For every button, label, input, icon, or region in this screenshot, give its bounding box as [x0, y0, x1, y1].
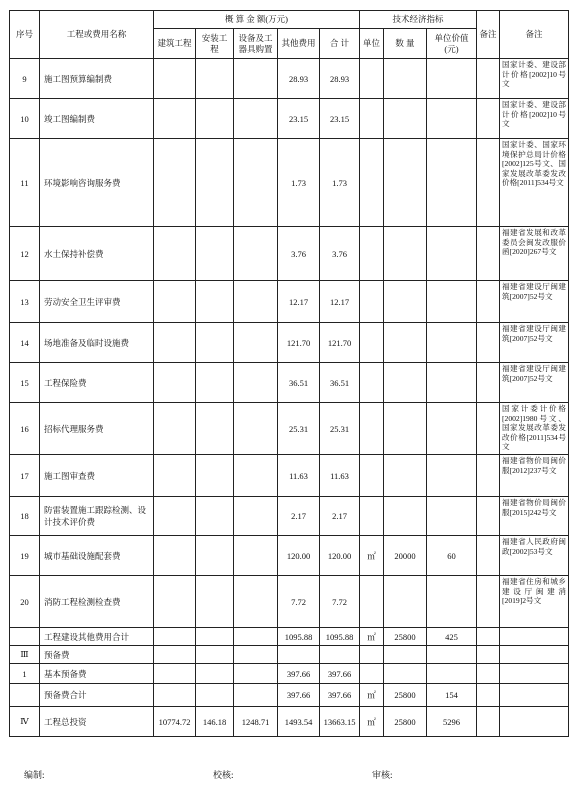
table-row [10, 646, 569, 664]
row-other-cost: 3.76 [278, 227, 320, 281]
row-remark1 [477, 684, 500, 707]
row-installation [196, 99, 234, 139]
row-remark1 [477, 59, 500, 99]
row-construction [154, 139, 196, 227]
row-equipment [234, 646, 278, 664]
row-other-cost: 2.17 [278, 497, 320, 536]
row-name: 预备费合计 [40, 684, 154, 707]
row-name: 施工图预算编制费 [40, 59, 154, 99]
row-equipment [234, 576, 278, 628]
row-unit-price [427, 59, 477, 99]
row-total: 397.66 [320, 664, 360, 684]
table-row [10, 536, 569, 576]
row-construction [154, 628, 196, 646]
row-construction [154, 99, 196, 139]
row-installation [196, 59, 234, 99]
header-installation: 安装工程 [196, 29, 234, 59]
row-seq: 9 [10, 59, 40, 99]
table-row [10, 455, 569, 497]
row-unit [360, 403, 384, 455]
row-seq: 19 [10, 536, 40, 576]
row-note [500, 664, 569, 684]
row-quantity [384, 281, 427, 323]
row-unit [360, 646, 384, 664]
row-note: 福建省物价局闽价服[2015]242号文 [500, 497, 569, 536]
row-seq: 1 [10, 664, 40, 684]
row-unit [360, 455, 384, 497]
row-quantity [384, 576, 427, 628]
row-unit-price [427, 497, 477, 536]
row-installation [196, 497, 234, 536]
row-other-cost: 1.73 [278, 139, 320, 227]
row-name: 预备费 [40, 646, 154, 664]
header-construction: 建筑工程 [154, 29, 196, 59]
row-quantity [384, 59, 427, 99]
row-note: 福建省人民政府闽政[2002]53号文 [500, 536, 569, 576]
row-name: 基本预备费 [40, 664, 154, 684]
table-row [10, 403, 569, 455]
row-other-cost: 12.17 [278, 281, 320, 323]
row-unit: ㎡ [360, 684, 384, 707]
prepared-by-label: 编制: [24, 770, 45, 780]
row-equipment [234, 497, 278, 536]
row-remark1 [477, 99, 500, 139]
row-unit [360, 497, 384, 536]
row-other-cost: 1493.54 [278, 707, 320, 737]
row-total: 3.76 [320, 227, 360, 281]
row-note: 福建省建设厅闽建筑[2007]52号文 [500, 281, 569, 323]
row-unit-price [427, 363, 477, 403]
row-construction [154, 323, 196, 363]
row-installation [196, 363, 234, 403]
row-quantity [384, 664, 427, 684]
row-note [500, 684, 569, 707]
table-row [10, 99, 569, 139]
header-estimate: 概 算 金 额(万元) [154, 11, 360, 29]
header-unit: 单位 [360, 29, 384, 59]
row-equipment [234, 664, 278, 684]
row-note [500, 646, 569, 664]
row-construction [154, 664, 196, 684]
header-other-cost: 其他费用 [278, 29, 320, 59]
row-unit-price [427, 139, 477, 227]
row-quantity: 20000 [384, 536, 427, 576]
row-note: 福建省发展和改革委员会闽发改服价函[2020]267号文 [500, 227, 569, 281]
row-name: 竣工图编制费 [40, 99, 154, 139]
row-unit-price [427, 281, 477, 323]
row-remark1 [477, 536, 500, 576]
row-note: 国家计委、国家环境保护总局计价格[2002]125号文、国家发展改革委发改价格[2011]534号文 [500, 139, 569, 227]
row-other-cost: 397.66 [278, 664, 320, 684]
row-remark1 [477, 646, 500, 664]
row-equipment [234, 59, 278, 99]
row-quantity [384, 455, 427, 497]
row-installation [196, 227, 234, 281]
row-construction [154, 684, 196, 707]
row-quantity: 25800 [384, 707, 427, 737]
row-unit: ㎡ [360, 628, 384, 646]
row-unit-price [427, 576, 477, 628]
row-equipment [234, 99, 278, 139]
row-unit-price [427, 99, 477, 139]
row-seq: 10 [10, 99, 40, 139]
row-quantity [384, 99, 427, 139]
row-other-cost: 36.51 [278, 363, 320, 403]
row-other-cost [278, 646, 320, 664]
row-other-cost: 28.93 [278, 59, 320, 99]
row-unit [360, 576, 384, 628]
row-unit: ㎡ [360, 536, 384, 576]
row-seq: 12 [10, 227, 40, 281]
row-construction [154, 403, 196, 455]
row-equipment [234, 323, 278, 363]
row-equipment: 1248.71 [234, 707, 278, 737]
row-remark1 [477, 576, 500, 628]
row-total: 11.63 [320, 455, 360, 497]
row-unit [360, 139, 384, 227]
row-quantity: 25800 [384, 684, 427, 707]
row-construction [154, 59, 196, 99]
row-quantity [384, 403, 427, 455]
table-row [10, 576, 569, 628]
row-seq: 18 [10, 497, 40, 536]
row-name: 城市基础设施配套费 [40, 536, 154, 576]
row-total: 2.17 [320, 497, 360, 536]
row-installation [196, 455, 234, 497]
table-row [10, 363, 569, 403]
row-name: 防雷装置施工跟踪检测、设计技术评价费 [40, 497, 154, 536]
row-remark1 [477, 363, 500, 403]
row-note [500, 707, 569, 737]
row-note [500, 628, 569, 646]
row-total [320, 646, 360, 664]
row-seq: 16 [10, 403, 40, 455]
row-quantity [384, 323, 427, 363]
row-other-cost: 121.70 [278, 323, 320, 363]
row-equipment [234, 227, 278, 281]
row-name: 工程建设其他费用合计 [40, 628, 154, 646]
row-construction [154, 227, 196, 281]
row-remark1 [477, 497, 500, 536]
row-seq: Ⅳ [10, 707, 40, 737]
table-row [10, 139, 569, 227]
row-installation [196, 628, 234, 646]
header-remark2: 备注 [500, 11, 569, 59]
row-unit [360, 59, 384, 99]
row-construction [154, 497, 196, 536]
row-name: 消防工程检测检查费 [40, 576, 154, 628]
row-equipment [234, 684, 278, 707]
row-remark1 [477, 455, 500, 497]
row-other-cost: 1095.88 [278, 628, 320, 646]
row-note: 福建省住房和城乡建设厅闽建消[2019]2号文 [500, 576, 569, 628]
row-seq: Ⅲ [10, 646, 40, 664]
row-remark1 [477, 664, 500, 684]
row-installation [196, 576, 234, 628]
row-total: 13663.15 [320, 707, 360, 737]
row-other-cost: 397.66 [278, 684, 320, 707]
row-equipment [234, 455, 278, 497]
row-construction [154, 536, 196, 576]
row-installation [196, 139, 234, 227]
row-seq: 20 [10, 576, 40, 628]
row-construction: 10774.72 [154, 707, 196, 737]
row-total: 120.00 [320, 536, 360, 576]
row-note: 国家计委、建设部计价格[2002]10号文 [500, 59, 569, 99]
row-unit [360, 323, 384, 363]
row-remark1 [477, 227, 500, 281]
row-equipment [234, 139, 278, 227]
row-note: 国家计委、建设部计价格[2002]10号文 [500, 99, 569, 139]
row-unit-price [427, 455, 477, 497]
row-total: 12.17 [320, 281, 360, 323]
row-total: 1.73 [320, 139, 360, 227]
row-seq: 14 [10, 323, 40, 363]
row-seq: 11 [10, 139, 40, 227]
header-tech: 技术经济指标 [360, 11, 477, 29]
row-note: 福建省物价局闽价服[2012]237号文 [500, 455, 569, 497]
row-installation [196, 684, 234, 707]
row-unit [360, 664, 384, 684]
table-row [10, 59, 569, 99]
row-seq: 15 [10, 363, 40, 403]
row-seq [10, 684, 40, 707]
row-unit [360, 281, 384, 323]
row-equipment [234, 628, 278, 646]
row-seq: 17 [10, 455, 40, 497]
row-name: 水土保持补偿费 [40, 227, 154, 281]
header-quantity: 数 量 [384, 29, 427, 59]
row-name: 招标代理服务费 [40, 403, 154, 455]
row-name: 工程保险费 [40, 363, 154, 403]
header-seq: 序号 [10, 11, 40, 59]
row-total: 7.72 [320, 576, 360, 628]
table-row [10, 323, 569, 363]
header-name: 工程或费用名称 [40, 11, 154, 59]
row-equipment [234, 363, 278, 403]
row-other-cost: 25.31 [278, 403, 320, 455]
row-quantity [384, 497, 427, 536]
row-total: 28.93 [320, 59, 360, 99]
row-total: 36.51 [320, 363, 360, 403]
row-note: 福建省建设厅闽建筑[2007]52号文 [500, 363, 569, 403]
row-installation [196, 536, 234, 576]
row-installation: 146.18 [196, 707, 234, 737]
row-note: 福建省建设厅闽建筑[2007]52号文 [500, 323, 569, 363]
table-row [10, 281, 569, 323]
row-total: 1095.88 [320, 628, 360, 646]
row-remark1 [477, 707, 500, 737]
row-unit-price: 60 [427, 536, 477, 576]
row-installation [196, 281, 234, 323]
row-name: 施工图审查费 [40, 455, 154, 497]
row-other-cost: 7.72 [278, 576, 320, 628]
header-remark1: 备注 [477, 11, 500, 59]
row-seq: 13 [10, 281, 40, 323]
row-installation [196, 646, 234, 664]
row-unit [360, 99, 384, 139]
row-total: 121.70 [320, 323, 360, 363]
row-unit-price [427, 664, 477, 684]
row-other-cost: 120.00 [278, 536, 320, 576]
row-unit-price [427, 403, 477, 455]
table-row [10, 664, 569, 684]
row-unit [360, 363, 384, 403]
row-unit-price: 5296 [427, 707, 477, 737]
row-unit-price: 154 [427, 684, 477, 707]
row-remark1 [477, 403, 500, 455]
row-name: 工程总投资 [40, 707, 154, 737]
row-remark1 [477, 281, 500, 323]
row-construction [154, 363, 196, 403]
row-unit-price [427, 227, 477, 281]
row-name: 劳动安全卫生评审费 [40, 281, 154, 323]
row-installation [196, 664, 234, 684]
row-equipment [234, 281, 278, 323]
row-remark1 [477, 139, 500, 227]
row-installation [196, 323, 234, 363]
row-total: 397.66 [320, 684, 360, 707]
table-row [10, 227, 569, 281]
table-row [10, 707, 569, 737]
row-quantity [384, 646, 427, 664]
row-unit-price [427, 323, 477, 363]
row-note: 国家计委计价格[2002]1980号文、国家发展改革委发改价格[2011]534号文 [500, 403, 569, 455]
row-equipment [234, 536, 278, 576]
row-installation [196, 403, 234, 455]
row-total: 25.31 [320, 403, 360, 455]
cost-estimate-table [9, 10, 569, 737]
row-name: 场地准备及临时设施费 [40, 323, 154, 363]
row-construction [154, 646, 196, 664]
row-quantity: 25800 [384, 628, 427, 646]
row-remark1 [477, 628, 500, 646]
reviewed-by-label: 审核: [372, 770, 393, 780]
table-row [10, 497, 569, 536]
row-construction [154, 455, 196, 497]
row-remark1 [477, 323, 500, 363]
header-unit-price: 单位价值(元) [427, 29, 477, 59]
row-quantity [384, 363, 427, 403]
row-name: 环境影响咨询服务费 [40, 139, 154, 227]
row-equipment [234, 403, 278, 455]
row-unit: ㎡ [360, 707, 384, 737]
row-construction [154, 281, 196, 323]
row-other-cost: 11.63 [278, 455, 320, 497]
row-other-cost: 23.15 [278, 99, 320, 139]
row-unit-price [427, 646, 477, 664]
row-quantity [384, 139, 427, 227]
header-equipment: 设备及工器具购置 [234, 29, 278, 59]
table-row [10, 628, 569, 646]
checked-by-label: 校核: [213, 770, 234, 780]
row-unit [360, 227, 384, 281]
row-construction [154, 576, 196, 628]
header-total: 合 计 [320, 29, 360, 59]
row-quantity [384, 227, 427, 281]
table-row [10, 684, 569, 707]
row-unit-price: 425 [427, 628, 477, 646]
row-seq [10, 628, 40, 646]
row-total: 23.15 [320, 99, 360, 139]
